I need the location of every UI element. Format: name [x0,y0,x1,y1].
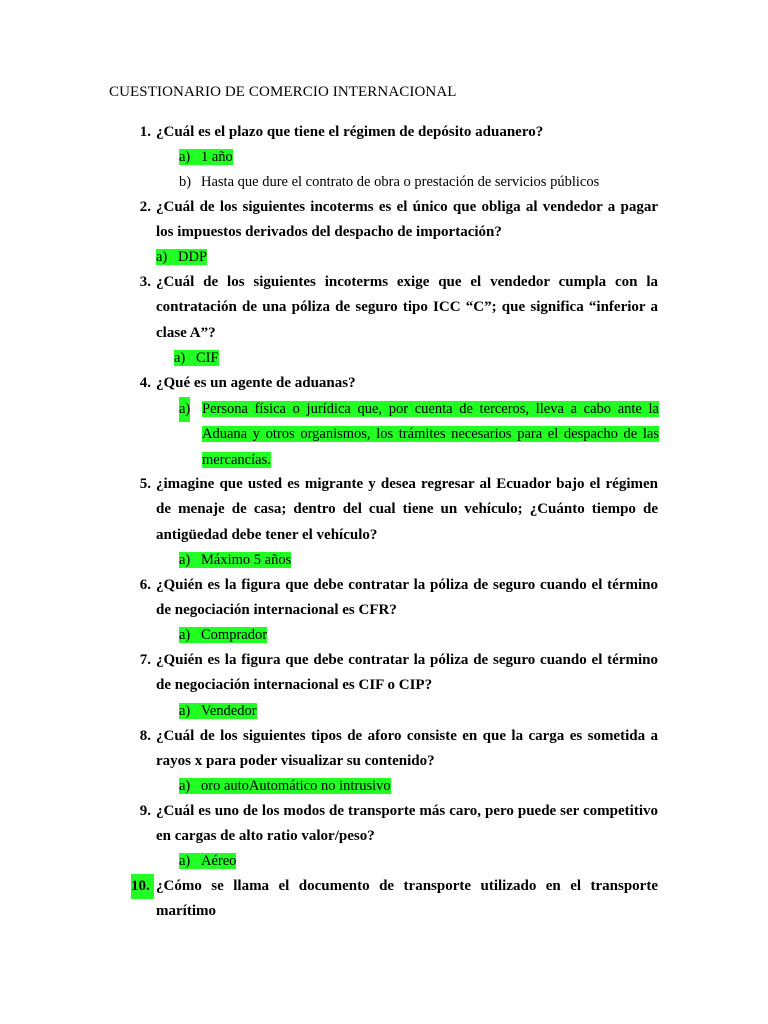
answer-letter: a) [179,703,191,719]
question-10 [133,874,658,925]
question-number: 1. [139,124,151,140]
document-title: CUESTIONARIO DE COMERCIO INTERNACIONAL [109,84,457,100]
question-number: 10. [131,874,154,899]
answer-3a [174,346,219,371]
answer-text: Hasta que dure el contrato de obra o prestación de servicios públicos [201,174,600,190]
question-9 [133,799,658,850]
question-text: ¿imagine que usted es migrante y desea regresar al Ecuador bajo el régimen de menaje de casa; dentro del cual tiene un vehículo; ¿Cuánto tiempo de antigüedad debe tener el vehículo? [156,476,658,543]
question-number: 2. [139,199,151,215]
answer-letter: b) [179,174,192,190]
answer-text: Vendedor [201,703,257,719]
question-text: ¿Cuál de los siguientes incoterms exige que el vendedor cumpla con la contratación de una póliza de seguro tipo ICC “C”; que significa “inferior a clase A”? [156,274,658,341]
answer-letter: a) [179,149,191,165]
question-5 [133,472,658,548]
question-text: ¿Quién es la figura que debe contratar la póliza de seguro cuando el término de negociación internacional es CFR? [156,577,658,619]
answer-letter: a) [156,249,168,265]
question-text: ¿Cuál es el plazo que tiene el régimen de depósito aduanero? [156,124,544,140]
question-text: ¿Quién es la figura que debe contratar la póliza de seguro cuando el término de negociación internacional es CIF o CIP? [156,652,658,694]
question-number: 7. [139,652,151,668]
question-7 [133,648,658,699]
question-number: 5. [139,476,151,492]
answer-5a [179,548,291,573]
question-6 [133,573,658,624]
answer-letter: a) [179,853,191,869]
question-text: ¿Cuál es uno de los modos de transporte más caro, pero puede ser competitivo en cargas de alto ratio valor/peso? [156,803,658,845]
question-text: ¿Cuál de los siguientes incoterms es el único que obliga al vendedor a pagar los impuestos derivados del despacho de importación? [156,199,658,241]
question-3 [133,270,658,346]
answer-1a [179,145,233,170]
question-8 [133,724,658,775]
question-number: 4. [139,375,151,391]
answer-text: Comprador [201,627,268,643]
question-4 [133,371,658,396]
answer-7a [179,699,257,724]
answer-1b [179,170,599,195]
answer-4a [179,397,659,473]
answer-2a [156,245,207,270]
answer-6a [179,623,267,648]
question-number: 9. [139,803,151,819]
question-number: 3. [139,274,151,290]
answer-letter: a) [179,397,190,422]
answer-letter: a) [179,778,191,794]
answer-letter: a) [179,627,191,643]
question-2 [133,195,658,246]
question-1 [133,120,658,145]
answer-text: CIF [196,350,219,366]
answer-9a [179,849,236,874]
question-text: ¿Qué es un agente de aduanas? [156,375,356,391]
answer-text: DDP [178,249,208,265]
question-text: ¿Cómo se llama el documento de transporte utilizado en el transporte marítimo [156,878,658,920]
question-text: ¿Cuál de los siguientes tipos de aforo consiste en que la carga es sometida a rayos x para poder visualizar su contenido? [156,728,658,770]
answer-text: Persona física o jurídica que, por cuenta de terceros, lleva a cabo ante la Aduana y otros organismos, los trámites necesarios para el despacho de las mercancías. [202,401,659,468]
answer-letter: a) [179,552,191,568]
question-number: 8. [139,728,151,744]
question-number: 6. [139,577,151,593]
answer-text: oro autoAutomático no intrusivo [201,778,391,794]
answer-text: Máximo 5 años [201,552,292,568]
answer-text: Aéreo [201,853,237,869]
answer-text: 1 año [201,149,233,165]
answer-letter: a) [174,350,186,366]
answer-8a [179,774,391,799]
